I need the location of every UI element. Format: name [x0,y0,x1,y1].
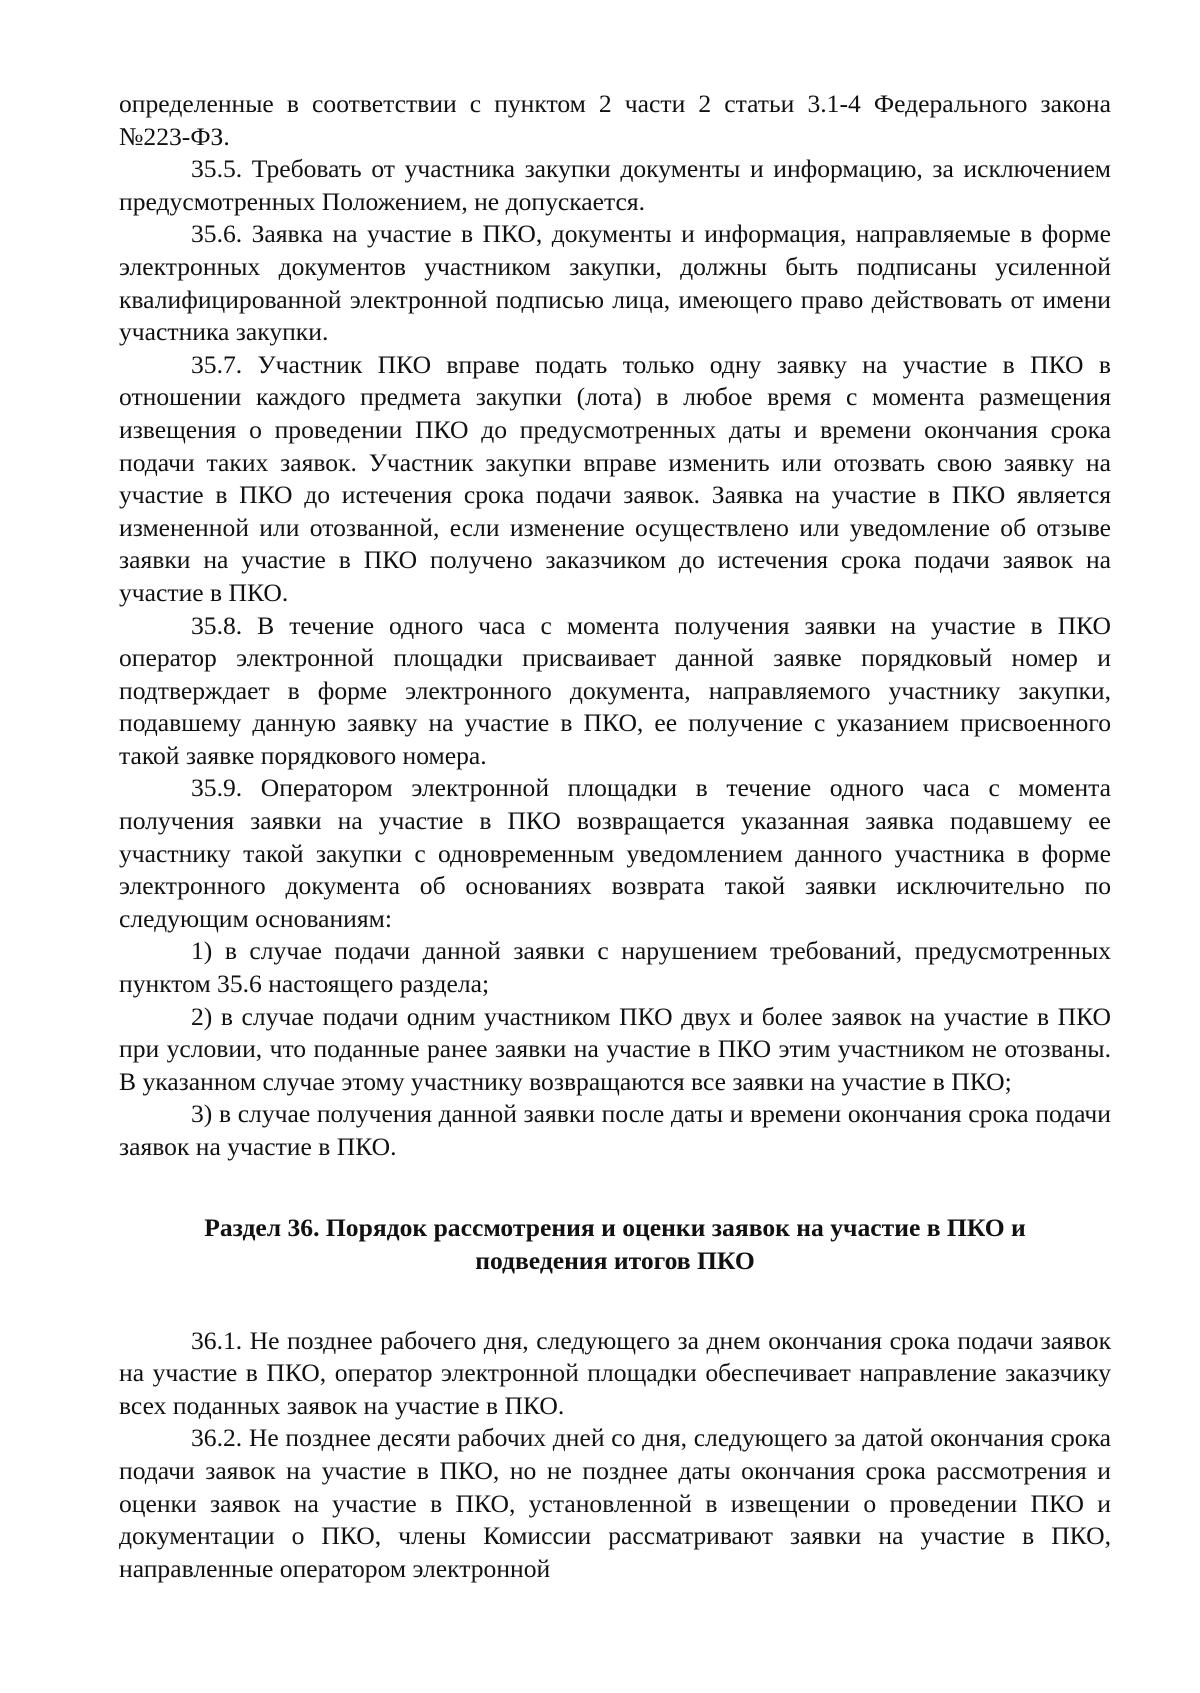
section-heading: Раздел 36. Порядок рассмотрения и оценки заявок на участие в ПКО и подведения итогов ПКО [204,1212,1026,1275]
list-item-2: 2) в случае подачи одним участником ПКО двух и более заявок на участие в ПКО при условии, что поданные ранее заявки на участие в ПКО этим участником не отозваны. В указанном случае этому участнику возвращаются все заявки на участие в ПКО; [119,1001,1111,1096]
spacer [119,1164,1111,1211]
paragraph-35-8: 35.8. В течение одного часа с момента получения заявки на участие в ПКО оператор электронной площадки присваивает данной заявке порядковый номер и подтверждает в форме электронного документа, направляемого участнику закупки, подавшему данную заявку на участие в ПКО, ее получение с указанием присвоенного такой заявке порядкового номера. [119,610,1111,770]
paragraph-continuation: определенные в соответствии с пунктом 2 части 2 статьи 3.1-4 Федерального закона №223-ФЗ. [119,89,1111,151]
paragraph-36-1: 36.1. Не позднее рабочего дня, следующего за днем окончания срока подачи заявок на участие в ПКО, оператор электронной площадки обеспечивает направление заказчику всех поданных заявок на участие в ПКО. [119,1325,1111,1420]
document-page [119,88,1111,1585]
paragraph-35-9: 35.9. Оператором электронной площадки в течение одного часа с момента получения заявки на участие в ПКО возвращается указанная заявка подавшему ее участнику такой закупки с одновременным уведомлением данного участника в форме электронного документа об основаниях возврата такой заявки исключительно по следующим основаниям: [119,773,1111,933]
paragraph-35-6: 35.6. Заявка на участие в ПКО, документы и информация, направляемые в форме электронных документов участником закупки, должны быть подписаны усиленной квалифицированной электронной подписью лица, имеющего право действовать от имени участника закупки. [119,219,1111,347]
paragraph-35-5: 35.5. Требовать от участника закупки документы и информацию, за исключением предусмотренных Положением, не допускается. [119,154,1111,216]
list-item-1: 1) в случае подачи данной заявки с нарушением требований, предусмотренных пунктом 35.6 настоящего раздела; [119,936,1111,999]
paragraph-35-7: 35.7. Участник ПКО вправе подать только одну заявку на участие в ПКО в отношении каждого предмета закупки (лота) в любое время с момента размещения извещения о проведении ПКО до предусмотренных даты и времени окончания срока подачи таких заявок. Участник закупки вправе изменить или отозвать свою заявку на участие в ПКО до истечения срока подачи заявок. Заявка на участие в ПКО является измененной или отозванной, если изменение осуществлено или уведомление об отзыве заявки на участие в ПКО получено заказчиком до истечения срока подачи заявок на участие в ПКО. [119,349,1111,607]
paragraph-36-2: 36.2. Не позднее десяти рабочих дней со дня, следующего за датой окончания срока подачи заявок на участие в ПКО, но не позднее даты окончания срока рассмотрения и оценки заявок на участие в ПКО, установленной в извещении о проведении ПКО и документации о ПКО, члены Комиссии рассматривают заявки на участие в ПКО, направленные оператором электронной [119,1423,1111,1583]
spacer [119,1277,1111,1325]
list-item-3: 3) в случае получения данной заявки после даты и времени окончания срока подачи заявок на участие в ПКО. [119,1099,1111,1161]
